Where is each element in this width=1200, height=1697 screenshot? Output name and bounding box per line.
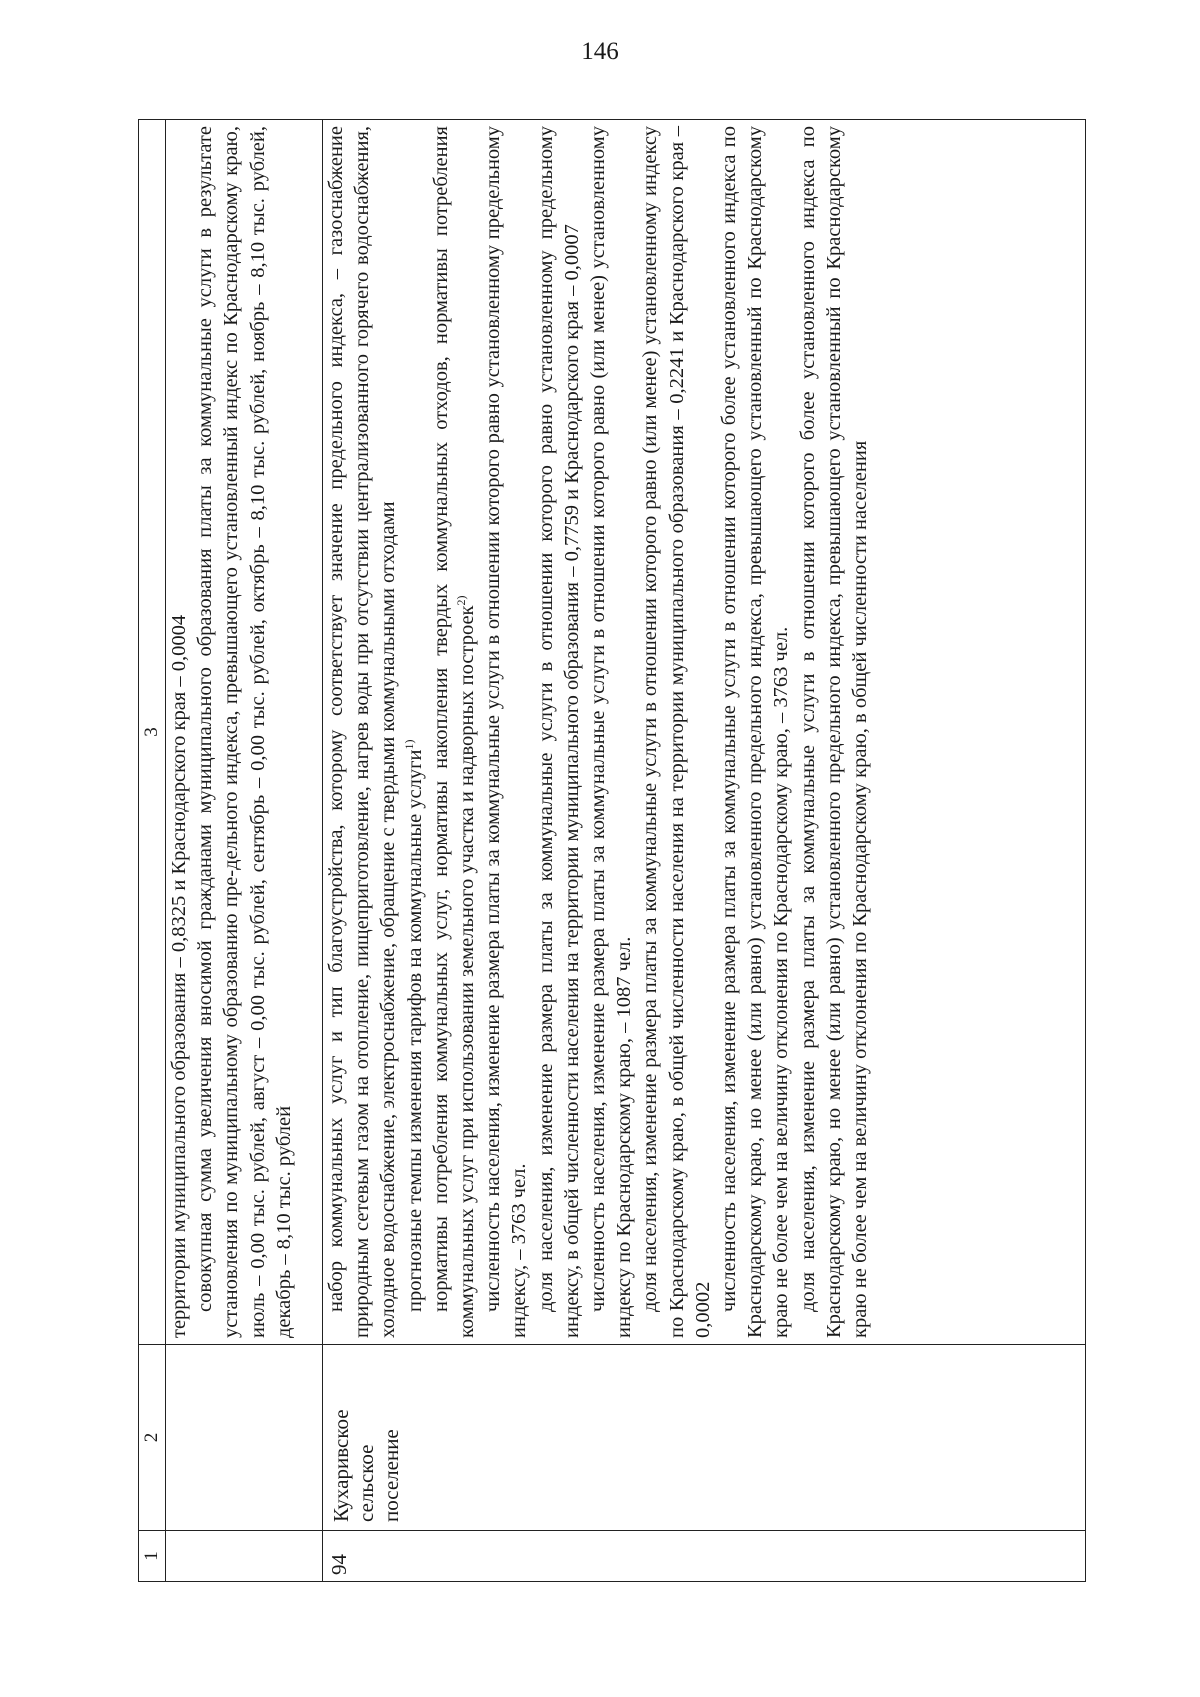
indicator-line: территории муниципального образования – 0,8325 и Краснодарского края – 0,0004 — [168, 614, 190, 1338]
indicator-paragraph: прогнозные темпы изменения тарифов на коммунальные услуги$^{1)}$ — [401, 739, 426, 1312]
table-row-continued — [166, 120, 323, 1582]
footnote-mark: 2) — [454, 595, 469, 606]
indicator-line: совокупная сумма увеличения вносимой гражданами муниципального образования платы за коммунальные услуги в результате установления по муниципальному образованию пре-дельного индекса, превышающего установленный индекс по Краснодарскому краю, июль – 0,00 тыс. рублей, август – 0,00 тыс. рублей, сентябрь – 0,00 тыс. рублей, октябрь – 8,10 тыс. рублей, ноябрь – 8,10 тыс. рублей, декабрь – 8,10 тыс. рублей — [194, 126, 295, 1338]
indicator-cell — [166, 120, 323, 1345]
data-table — [138, 119, 1086, 1582]
indicator-paragraph: численность населения, изменение размера платы за коммунальные услуги в отношении которого равно установленному предельному индексу, – 3763 чел. — [482, 126, 531, 1338]
column-header-2: 2 — [139, 1345, 166, 1531]
indicator-paragraph: численность населения, изменение размера платы за коммунальные услуги в отношении которого более установленного индекса по Краснодарскому краю, но менее (или равно) установленного предельного индекса, превышающего установленный по Краснодарскому краю не более чем на величину отклонения по Краснодарскому краю, – 3763 чел. — [718, 126, 793, 1338]
indicator-paragraph: доля населения, изменение размера платы за коммунальные услуги в отношении которого равно установленному предельному индексу, в общей численности населения на территории муниципального образования – 0,7759 и Краснодарского края – 0,0007 — [534, 126, 583, 1338]
column-header-1: 1 — [139, 1531, 166, 1582]
rotated-table-frame — [138, 120, 1086, 1582]
indicator-paragraph: нормативы потребления коммунальных услуг, нормативы накопления твердых коммунальных отходов, нормативы потребления коммунальных услуг при использовании земельного участка и надворных построек$^{2)}$ — [429, 126, 479, 1338]
table-row-94 — [323, 120, 1086, 1582]
indicator-cell — [323, 120, 1086, 1345]
page-number: 146 — [581, 38, 619, 65]
indicator-paragraph: набор коммунальных услуг и тип благоустройства, которому соответствует значение предельного индекса, – газоснабжение природным сетевым газом на отопление, пищеприготовление, нагрев воды при отсутствии централизованного горячего водоснабжения, холодное водоснабжение, электроснабжение, обращение с твердыми коммунальными отходами — [325, 126, 400, 1338]
column-header-3: 3 — [139, 120, 166, 1345]
row-number-cell: 94 — [323, 1531, 1086, 1582]
footnote-mark: 1) — [401, 739, 416, 750]
row-number-cell — [166, 1531, 323, 1582]
indicator-paragraph: доля населения, изменение размера платы за коммунальные услуги в отношении которого равно (или менее) установленному индексу по Краснодарскому краю, в общей численности населения на территории муниципального образования – 0,2241 и Краснодарского края – 0,0002 — [639, 126, 714, 1338]
indicator-paragraph: численность населения, изменение размера платы за коммунальные услуги в отношении которого равно (или менее) установленному индексу по Краснодарскому краю, – 1087 чел. — [587, 126, 636, 1338]
settlement-name-cell — [166, 1345, 323, 1531]
settlement-name-cell: Кухаривское сельское поселение — [323, 1345, 1086, 1531]
indicator-paragraph: доля населения, изменение размера платы за коммунальные услуги в отношении которого более установленного индекса по Краснодарскому краю, но менее (или равно) установленного предельного индекса, превышающего установленный по Краснодарскому краю не более чем на величину отклонения по Краснодарскому краю, в общей численности населения — [796, 126, 872, 1338]
header-row — [139, 120, 166, 1582]
